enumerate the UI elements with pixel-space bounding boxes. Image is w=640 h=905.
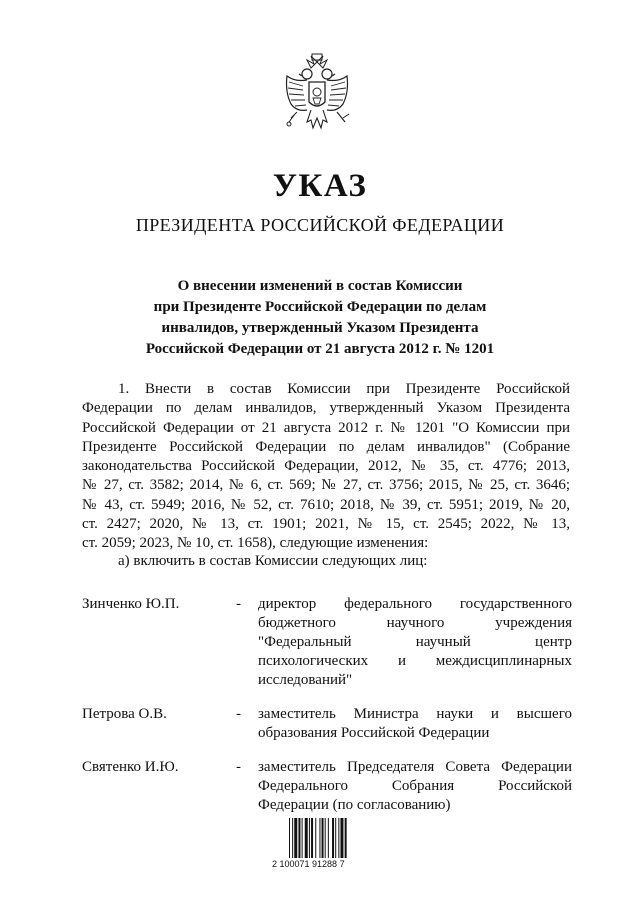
- heading-line: инвалидов, утвержденный Указом Президента: [161, 320, 479, 336]
- member-description-line: Федерального Собрания Российской: [258, 778, 572, 794]
- body-line: законодательства Российской Федерации, 2012, № 35, ст. 4776; 2013,: [82, 458, 570, 475]
- member-dash: -: [236, 706, 241, 722]
- member-description-line: образования Российской Федерации: [258, 725, 490, 741]
- member-description: [258, 758, 572, 815]
- member-description-line: "Федеральный научный центр: [258, 634, 572, 650]
- body-line: ст. 2059; 2023, № 10, ст. 1658), следующие изменения:: [82, 535, 429, 552]
- member-description-line: заместитель Министра науки и высшего: [258, 706, 572, 722]
- member-description-line: заместитель Председателя Совета Федерации: [258, 759, 572, 775]
- heading-line: при Президенте Российской Федерации по делам: [153, 299, 487, 315]
- member-entry: [82, 595, 572, 690]
- coat-of-arms-icon: [277, 52, 357, 142]
- member-entry: [82, 758, 572, 815]
- heading-line: Российской Федерации от 21 августа 2012 г. № 1201: [145, 341, 495, 357]
- member-entry: [82, 705, 572, 743]
- document-title: УКАЗ: [272, 168, 368, 204]
- member-description: [258, 705, 572, 743]
- body-paragraph: [82, 380, 570, 554]
- member-description: [258, 595, 572, 690]
- member-name: Святенко И.Ю.: [82, 759, 179, 775]
- member-description-line: психологических и междисциплинарных: [258, 653, 572, 669]
- barcode-icon: [288, 815, 370, 865]
- member-description-line: Федерации (по согласованию): [258, 797, 451, 813]
- member-dash: -: [236, 759, 241, 775]
- member-name: Зинченко Ю.П.: [82, 596, 180, 612]
- body-line: 1. Внести в состав Комиссии при Президенте Российской: [118, 381, 570, 397]
- member-description-line: директор федерального государственного: [258, 596, 572, 612]
- member-description-line: бюджетного научного учреждения: [258, 615, 572, 631]
- barcode-number: 2 100071 91288 7: [272, 859, 345, 869]
- heading-line: О внесении изменений в состав Комиссии: [177, 278, 463, 294]
- decree-heading: [80, 276, 560, 360]
- member-description-line: исследований": [258, 672, 353, 688]
- document-subtitle: ПРЕЗИДЕНТА РОССИЙСКОЙ ФЕДЕРАЦИИ: [135, 215, 505, 235]
- body-line: № 27, ст. 3582; 2014, № 6, ст. 569; № 27, ст. 3756; 2015, № 25, ст. 3646;: [82, 477, 570, 494]
- sub-item-a: а) включить в состав Комиссии следующих лиц:: [118, 553, 428, 569]
- body-line: Российской Федерации от 21 августа 2012 г. № 1201 "О Комиссии при: [82, 419, 570, 436]
- body-line: Президенте Российской Федерации по делам инвалидов" (Собрание: [82, 438, 570, 455]
- member-dash: -: [236, 596, 241, 612]
- body-line: Федерации по делам инвалидов, утвержденный Указом Президента: [82, 400, 570, 417]
- members-list: [82, 595, 572, 830]
- body-line: № 43, ст. 5949; 2016, № 52, ст. 7610; 2018, № 39, ст. 5951; 2019, № 20,: [82, 496, 570, 513]
- body-line: ст. 2427; 2020, № 13, ст. 1901; 2021, № 15, ст. 2545; 2022, № 13,: [82, 516, 570, 533]
- member-name: Петрова О.В.: [82, 706, 167, 722]
